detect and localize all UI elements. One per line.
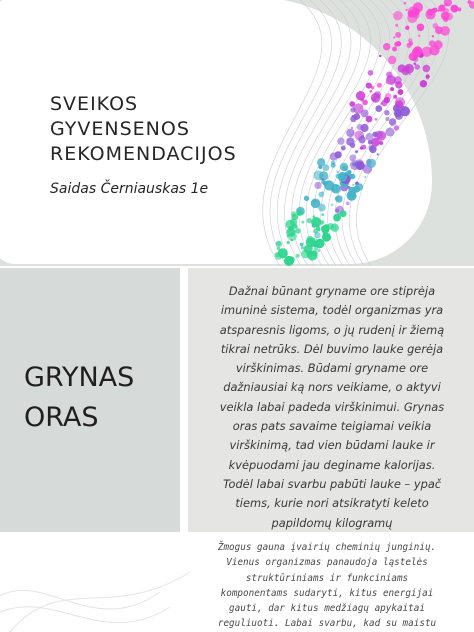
ornament-decoration	[0, 532, 200, 632]
body-line: Todėl labai svarbu pabūti lauke – ypač	[222, 476, 442, 491]
title-line-2: GYVENSENOS	[50, 118, 190, 140]
title-slide	[0, 0, 474, 266]
body-line: Dažnai būnant gryname ore stiprėja	[228, 284, 436, 298]
heading-line-2: ORAS	[24, 402, 99, 433]
nutrition-slide	[0, 532, 474, 632]
presentation-title	[50, 92, 237, 167]
heading-line-1: GRYNAS	[24, 362, 135, 393]
fresh-air-paragraph	[196, 282, 468, 533]
body-line: tiems, kurie nori atsikratyti keleto	[235, 496, 429, 511]
body-line: imuninė sistema, todėl organizmas yra	[220, 303, 444, 318]
body-line: dažniausiai ką nors veikiame, o aktyvi	[223, 380, 441, 395]
title-line-3: REKOMENDACIJOS	[50, 143, 237, 165]
body-line: atsparesnis ligoms, o jų rudenį ir žiemą	[219, 322, 445, 337]
body-line: virškinimą, tad vien būdami lauke ir	[229, 438, 435, 453]
title-line-1: SVEIKOS	[50, 93, 139, 115]
body-line: oras pats savaime teigiamai veikia	[232, 419, 432, 434]
fresh-air-slide	[0, 266, 474, 532]
body-line: tikrai netrūks. Dėl buvimo lauke gerėja	[220, 341, 444, 356]
body-line: Žmogus gauna įvairių cheminių junginių.	[217, 542, 437, 553]
body-line: struktūriniams ir funkciniams	[245, 572, 409, 584]
body-line: veikla labai padeda virškinimui. Grynas	[219, 399, 445, 414]
body-line: kvėpuodami jau deginame kalorijas.	[228, 457, 436, 472]
body-line: Vienus organizmas panaudoja ląstelės	[226, 557, 428, 569]
body-line: komponentams sudaryti, kitus energijai	[220, 587, 434, 599]
body-line: papildomų kilogramų	[271, 515, 393, 530]
body-line: virškinimas. Būdami gryname ore	[235, 361, 429, 376]
nutrition-paragraph	[196, 540, 458, 632]
body-line: gauti, dar kitus medžiagų apykaitai	[229, 603, 425, 615]
author-name: Saidas Černiauskas 1e	[50, 181, 209, 197]
section-heading	[24, 358, 134, 438]
body-line: reguliuoti. Labai svarbu, kad su maistu	[217, 618, 437, 630]
